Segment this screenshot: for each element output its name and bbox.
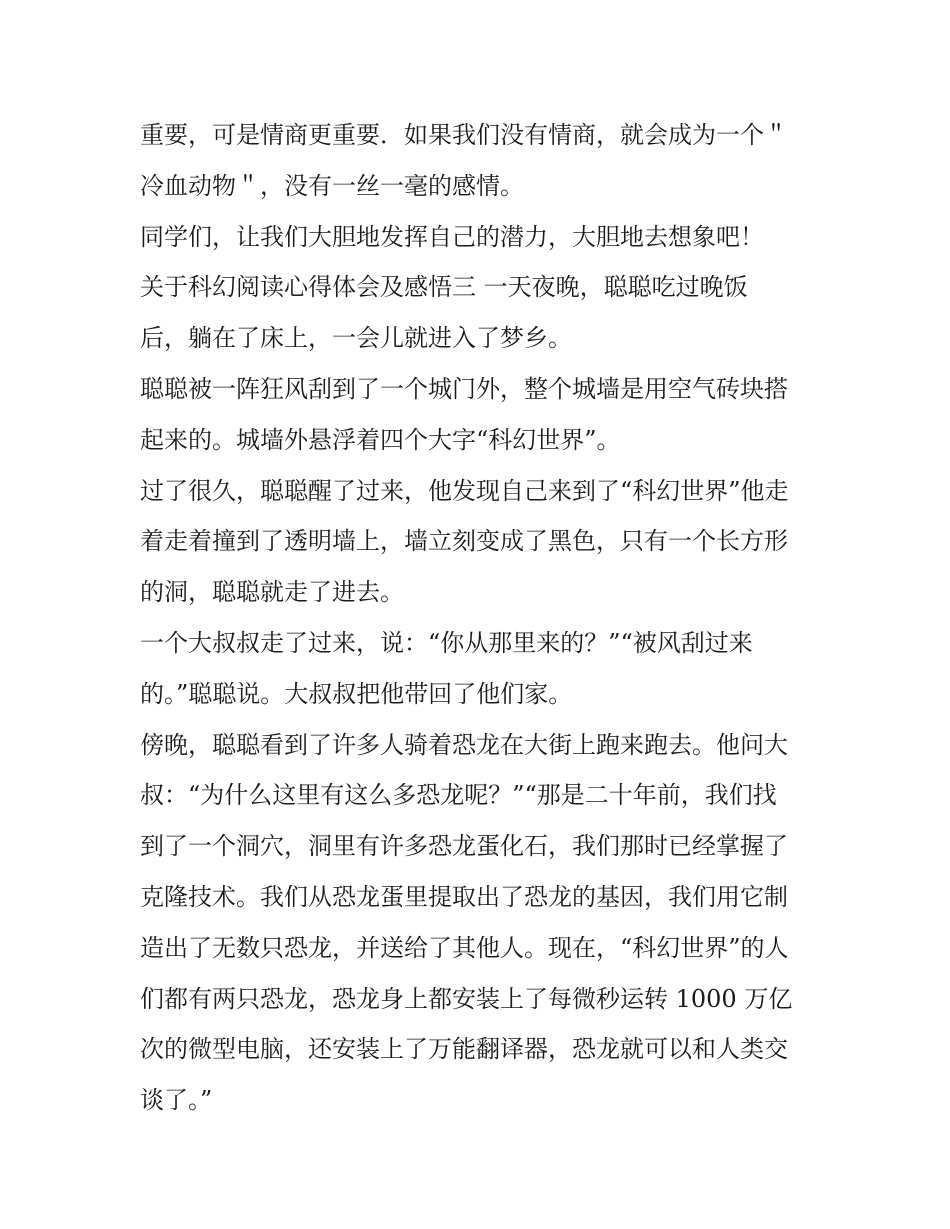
text-line: 起来的。城墙外悬浮着四个大字“科幻世界”。 xyxy=(140,425,621,454)
text-line: 造出了无数只恐龙，并送给了其他人。现在，“科幻世界”的人 xyxy=(140,933,789,962)
text-line: 同学们，让我们大胆地发挥自己的潜力，大胆地去想象吧！ xyxy=(140,222,764,251)
text-line: 一个大叔叔走了过来，说：“你从那里来的？”“被风刮过来 xyxy=(140,628,753,657)
text-line: 叔：“为什么这里有这么多恐龙呢？”“那是二十年前，我们找 xyxy=(140,781,777,810)
text-line: 冷血动物＂，没有一丝一毫的感情。 xyxy=(140,171,524,200)
text-line: 的。”聪聪说。大叔叔把他带回了他们家。 xyxy=(140,679,573,708)
text-line: 傍晚，聪聪看到了许多人骑着恐龙在大街上跑来跑去。他问大 xyxy=(140,730,788,759)
text-line: 着走着撞到了透明墙上，墙立刻变成了黑色，只有一个长方形 xyxy=(140,527,788,556)
text-line: 们都有两只恐龙，恐龙身上都安装上了每微秒运转 1000 万亿 xyxy=(140,984,793,1013)
text-line: 次的微型电脑，还安装上了万能翻译器，恐龙就可以和人类交 xyxy=(140,1035,788,1064)
text-line: 谈了。” xyxy=(140,1086,213,1115)
body-text xyxy=(140,110,820,1126)
text-line: 聪聪被一阵狂风刮到了一个城门外，整个城墙是用空气砖块搭 xyxy=(140,374,788,403)
text-line: 过了很久，聪聪醒了过来，他发现自己来到了“科幻世界”他走 xyxy=(140,476,789,505)
text-line: 后，躺在了床上，一会儿就进入了梦乡。 xyxy=(140,324,572,353)
text-line: 到了一个洞穴，洞里有许多恐龙蛋化石，我们那时已经掌握了 xyxy=(140,832,788,861)
text-line: 克隆技术。我们从恐龙蛋里提取出了恐龙的基因，我们用它制 xyxy=(140,882,788,911)
text-line: 重要，可是情商更重要．如果我们没有情商，就会成为一个＂ xyxy=(140,121,788,149)
text-line: 的洞，聪聪就走了进去。 xyxy=(140,578,404,607)
text-line: 关于科幻阅读心得体会及感悟三 一天夜晚，聪聪吃过晚饭 xyxy=(140,273,748,302)
